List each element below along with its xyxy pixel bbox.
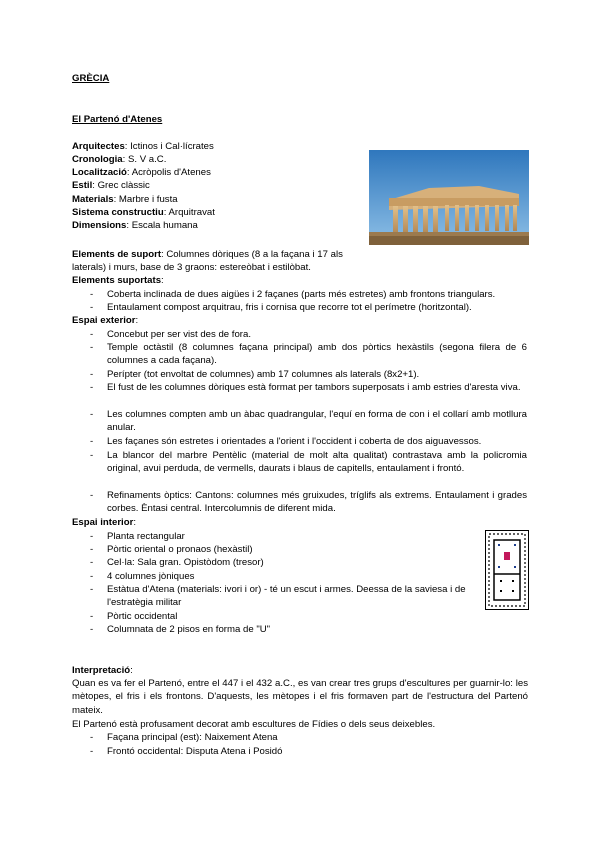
bullet: - xyxy=(90,544,94,555)
list-item: Planta rectangular xyxy=(107,531,185,542)
fact-materials: Materials: Marbre i fusta xyxy=(72,194,178,205)
fact-localitzacio: Localització: Acròpolis d'Atenes xyxy=(72,167,211,178)
bullet: - xyxy=(90,409,94,420)
interpretacio-paragraph-1: Quan es va fer el Partenó, entre el 447 i el 432 a.C., es van crear tres grups d'escultures per guarnir-lo: les mètopes, el fris i els frontons. D'aquests, les mètopes i el fris formaven part de l'estructura del Partenó mateix. xyxy=(72,678,528,716)
list-item: Estàtua d'Atena (materials: ivori i or) - té un escut i armes. Deessa de la saviesa i de l'estratègia militar xyxy=(107,584,466,609)
list-item: La blancor del marbre Pentèlic (material de molt alta qualitat) contrastava amb la policromia original, avui perduda, de vermells, daurats i blaus de capitells, entaulament i frontó. xyxy=(107,450,527,475)
bullet: - xyxy=(90,490,94,501)
list-item: Coberta inclinada de dues aigües i 2 façanes (parts més estretes) amb frontons triangulars. xyxy=(107,289,496,300)
list-item: Cel·la: Sala gran. Opistòdom (tresor) xyxy=(107,557,264,568)
interpretacio-heading: Interpretació: xyxy=(72,665,133,676)
interpretacio-paragraph-2: El Partenó està profusament decorat amb escultures de Fídies o dels seus deixebles. xyxy=(72,719,436,730)
bullet: - xyxy=(90,571,94,582)
exterior-heading: Espai exterior: xyxy=(72,315,139,326)
list-item: El fust de les columnes dòriques està format per tambors superposats i amb estries d'aresta viva. xyxy=(107,382,521,393)
fact-arquitectes: Arquitectes: Ictinos i Cal·lícrates xyxy=(72,141,214,152)
list-item: Columnata de 2 pisos en forma de "U" xyxy=(107,624,271,635)
fact-sistema: Sistema constructiu: Arquitravat xyxy=(72,207,215,218)
fact-cronologia: Cronologia: S. V a.C. xyxy=(72,154,167,165)
list-item: Temple octàstil (8 columnes façana principal) amb dos pòrtics hexàstils (segona filera de 6 columnes a cada façana). xyxy=(107,342,527,367)
suportats-heading: Elements suportats: xyxy=(72,275,164,286)
list-item: Refinaments òptics: Cantons: columnes més gruixudes, tríglifs als extrems. Entaulament i grades corbes. Èntasi central. Intercolumnis de diferent mida. xyxy=(107,490,527,515)
bullet: - xyxy=(90,369,94,380)
floor-plan-diagram xyxy=(485,530,529,610)
list-item: Concebut per ser vist des de fora. xyxy=(107,329,251,340)
suport-line-1: Elements de suport: Columnes dòriques (8 a la façana i 17 als xyxy=(72,249,343,260)
bullet: - xyxy=(90,584,94,595)
list-item: Les columnes compten amb un àbac quadrangular, l'equí en forma de con i el collarí amb motllura anular. xyxy=(107,409,527,434)
list-item: Pòrtic oriental o pronaos (hexàstil) xyxy=(107,544,253,555)
bullet: - xyxy=(90,531,94,542)
bullet: - xyxy=(90,302,94,313)
parthenon-photo xyxy=(369,150,529,245)
list-item: Entaulament compost arquitrau, fris i cornisa que recorre tot el perímetre (horitzontal). xyxy=(107,302,472,313)
bullet: - xyxy=(90,289,94,300)
bullet: - xyxy=(90,342,94,353)
page-title: GRÈCIA xyxy=(72,73,110,84)
bullet: - xyxy=(90,732,94,743)
bullet: - xyxy=(90,624,94,635)
bullet: - xyxy=(90,329,94,340)
bullet: - xyxy=(90,611,94,622)
list-item: Façana principal (est): Naixement Atena xyxy=(107,732,278,743)
list-item: Les façanes són estretes i orientades a l'orient i l'occident i coberta de dos aiguavessos. xyxy=(107,436,482,447)
list-item: 4 columnes jòniques xyxy=(107,571,195,582)
list-item: Pòrtic occidental xyxy=(107,611,178,622)
fact-estil: Estil: Grec clàssic xyxy=(72,180,150,191)
interior-heading: Espai interior: xyxy=(72,517,136,528)
suport-line-2: laterals) i murs, base de 3 graons: estereòbat i estilòbat. xyxy=(72,262,311,273)
bullet: - xyxy=(90,746,94,757)
list-item: Perípter (tot envoltat de columnes) amb 17 columnes als laterals (8x2+1). xyxy=(107,369,420,380)
fact-dimensions: Dimensions: Escala humana xyxy=(72,220,198,231)
bullet: - xyxy=(90,382,94,393)
bullet: - xyxy=(90,557,94,568)
section-subtitle: El Partenó d'Atenes xyxy=(72,114,163,125)
list-item: Frontó occidental: Disputa Atena i Posidó xyxy=(107,746,283,757)
bullet: - xyxy=(90,450,94,461)
bullet: - xyxy=(90,436,94,447)
